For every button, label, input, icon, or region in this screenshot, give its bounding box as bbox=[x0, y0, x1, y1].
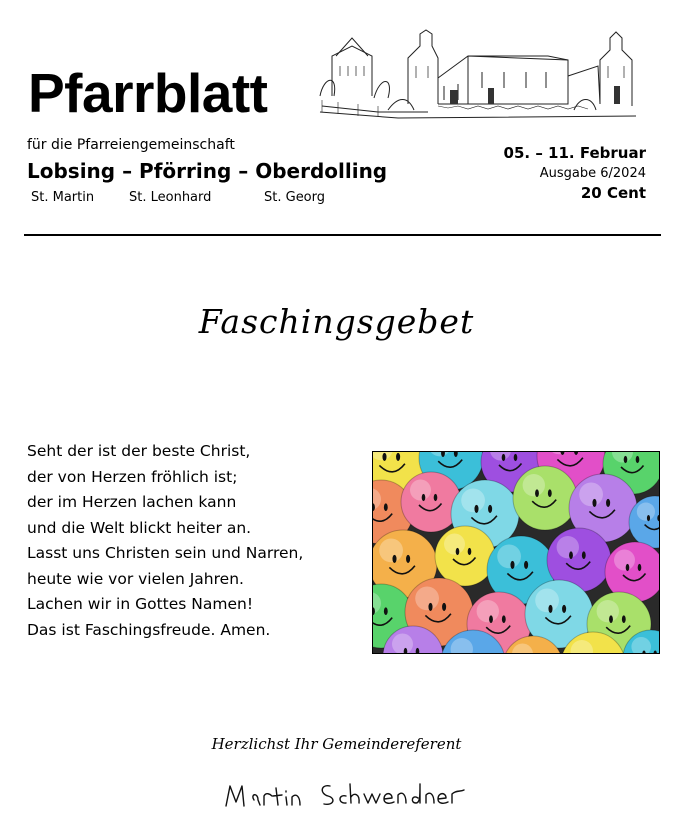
signature bbox=[222, 772, 468, 816]
article-title: Faschingsgebet bbox=[198, 302, 475, 341]
masthead-title: Pfarrblatt bbox=[28, 62, 268, 124]
poem-line: und die Welt blickt heiter an. bbox=[27, 518, 252, 537]
closing-greeting: Herzlichst Ihr Gemeindereferent bbox=[211, 735, 462, 753]
poem-line: Seht der ist der beste Christ, bbox=[27, 442, 251, 460]
poem-line: der im Herzen lachen kann bbox=[27, 493, 237, 511]
subtitle: für die Pfarreiengemeinschaft bbox=[27, 137, 235, 153]
issue-number: Ausgabe 6/2024 bbox=[539, 166, 646, 181]
header-divider bbox=[24, 234, 661, 236]
issue-price: 20 Cent bbox=[580, 184, 646, 202]
saint-label: St. Martin bbox=[31, 190, 95, 205]
saint-label: St. Leonhard bbox=[129, 190, 212, 205]
smiley-ball bbox=[513, 466, 577, 530]
smiley-ball bbox=[435, 526, 495, 586]
issue-dates: 05. – 11. Februar bbox=[503, 144, 646, 162]
poem-line: heute wie vor vielen Jahren. bbox=[27, 569, 244, 588]
poem-text bbox=[27, 439, 303, 643]
poem-line: Lachen wir in Gottes Namen! bbox=[27, 595, 254, 613]
poem-line: Das ist Faschingsfreude. Amen. bbox=[27, 620, 271, 639]
church-illustration bbox=[318, 26, 640, 120]
smiley-balls-image bbox=[372, 451, 660, 654]
poem-line: Lasst uns Christen sein und Narren, bbox=[27, 544, 304, 562]
saint-label: St. Georg bbox=[264, 190, 326, 205]
issue-info bbox=[504, 143, 646, 203]
poem-line: der von Herzen fröhlich ist; bbox=[27, 467, 238, 486]
parishes-heading: Lobsing – Pförring – Oberdolling bbox=[27, 159, 388, 183]
